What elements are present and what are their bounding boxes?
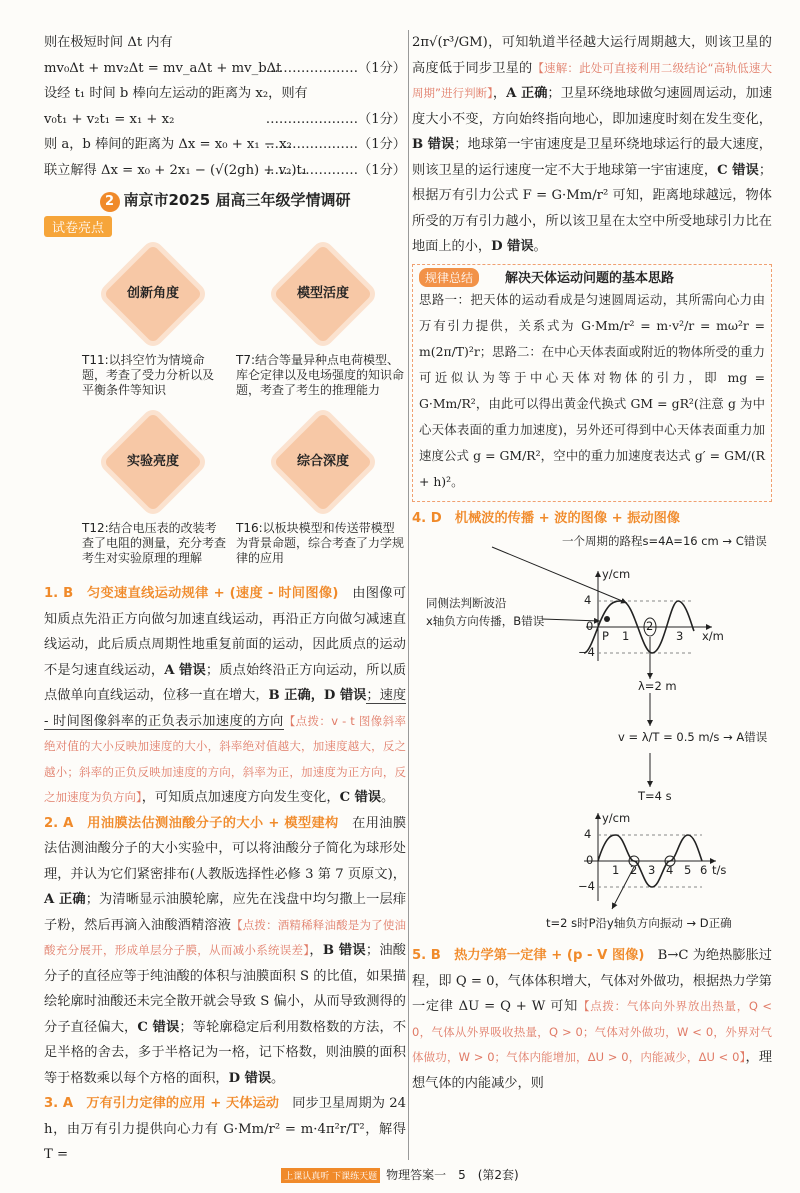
answer-q1: 1. B 匀变速直线运动规律 + (速度 - 时间图像) 由图像可知质点先沿正方向做匀加速直线运动，再沿正方向做匀减速直线运动，此后质点周期性地重复前面的运动，因此质点的运动不是匀速直线运动，A 错误；质点始终沿正方向运动，所以质点做单向直线运动，位移一直在增大，B 正确，D 错误；速度 - 时间图像斜率的正负表示加速度的方向【点拨：v - t 图像斜率绝对值的大小反映加速度的大小，斜率绝对值越大，加速度越大，反之越小；斜率的正负反映加速度的方向，斜率为正，加速度为正方向，反之加速度为负方向】，可知质点加速度方向发生变化，C 错误。 <box>44 586 407 805</box>
text-line: 则在极短时间 Δt 内有 <box>44 35 173 50</box>
column-divider <box>408 30 409 1160</box>
annotation: 一个周期的路程s=4A=16 cm → C错误 <box>562 534 767 548</box>
tick-label: 0 <box>586 853 594 867</box>
tick-label: 2 <box>630 863 638 877</box>
page-footer <box>0 1166 800 1183</box>
summary-box <box>412 264 772 502</box>
highlight-diamond: 实验亮度 <box>104 413 202 511</box>
answer-q2: 2. A 用油膜法估测油酸分子的大小 + 模型建构 在用油膜法估测油酸分子的大小实验中，可以将油酸分子简化为球形处理，并认为它们紧密排布(人教版选择性必修 3 第 7 页原文)，A 正确；为清晰显示油膜轮廓，应先在浅盘中均匀撒上一层痱子粉，然后再滴入油酸酒精溶液【点拨：酒精稀释油酸是为了使油酸充分展开，形成单层分子膜，从而减小系统误差】，B 错误；油酸分子的直径应等于纯油酸的体积与油膜面积 S 的比值，如果描绘轮廓时油酸还未完全散开就会导致 S 偏小，从而导致测得的分子直径偏大，C 错误；等轮廓稳定后利用数格数的方法，不足半格的舍去，多于半格记为一格，记下格数，则油膜的面积等于格数乘以每个方格的面积，D 错误。 <box>44 815 407 1086</box>
highlight-diamond: 模型活度 <box>274 245 372 343</box>
answer-q4-head: 4. D 机械波的传播 + 波的图像 + 振动图像 <box>412 510 680 526</box>
annotation: T=4 s <box>638 789 672 803</box>
axis-label: y/cm <box>602 567 631 581</box>
axis-label: y/cm <box>602 811 631 825</box>
footer-logo: 上课认真听 下课练天题 <box>281 1168 380 1183</box>
tick-label: 3 <box>676 629 684 643</box>
tick-label: 4 <box>584 827 592 841</box>
highlight-desc: T12:结合电压表的改装考查了电阻的测量，充分考查考生对实验原理的理解 <box>82 521 227 565</box>
tick-label: 3 <box>648 863 656 877</box>
axis-label: t/s <box>712 863 727 877</box>
tick-label: 4 <box>584 593 592 607</box>
annotation: v = λ/T = 0.5 m/s → A错误 <box>618 730 768 744</box>
footer-text: 物理答案一 5 (第2套) <box>386 1168 519 1182</box>
equation-line: 联立解得 Δx = x₀ + 2x₁ − (√(2gh) + v₂)t₁ …………………（1分） <box>44 158 406 184</box>
answer-q5: 5. B 热力学第一定律 + (p - V 图像) B→C 为绝热膨胀过程，即 Q = 0，气体体积增大，气体对外做功，根据热力学第一定律 ΔU = Q + W 可知【点拨：气体向外界放出热量，Q < 0，气体从外界吸收热量，Q > 0；气体对外做功，W < 0，外界对气体做功，W > 0；气体内能增加，ΔU > 0，内能减少，ΔU < 0】，理想气体的内能减少，则 <box>412 948 773 1091</box>
score: …………………（1分） <box>265 111 406 127</box>
axis-label: x/m <box>702 629 724 643</box>
answer-q3: 3. A 万有引力定律的应用 + 天体运动 同步卫星周期为 24 h，由万有引力提供向心力有 G·Mm/r² = m·4π²r/T²，解得 T = <box>44 1096 406 1162</box>
highlight-diamond: 综合深度 <box>274 413 372 511</box>
annotation: x轴负方向传播，B错误 <box>426 614 545 628</box>
score: …………………（1分） <box>265 137 406 152</box>
annotation: 同侧法判断波沿 <box>426 596 507 610</box>
wave-figure <box>412 531 772 943</box>
right-column <box>412 30 772 1096</box>
annotation: λ=2 m <box>638 679 677 693</box>
tick-label: 1 <box>622 629 630 643</box>
summary-tag: 规律总结 <box>419 268 479 287</box>
highlights-panel <box>44 241 406 581</box>
annotation: t=2 s时P沿y轴负方向振动 → D正确 <box>546 916 732 930</box>
answer-q3-cont: 2π√(r³/GM)，可知轨道半径越大运行周期越大，则该卫星的高度低于同步卫星的【速解：此处可直接利用二级结论“高轨低速大周期”进行判断】，A 正确；卫星环绕地球做匀速圆周运动，加速度大小不变，方向始终指向地心，即加速度时刻在发生变化，B 错误；地球第一宇宙速度是卫星环绕地球运行的最大速度，则该卫星的运行速度一定不大于地球第一宇宙速度，C 错误；根据万有引力公式 F = G·Mm/r² 可知，距离地球越远，物体所受的万有引力越小，所以该卫星在太空中所受地球引力比在地面上的小，D 错误。 <box>412 35 773 254</box>
highlights-tag: 试卷亮点 <box>44 216 112 237</box>
section-title: 2 南京市2025 届高三年级学情调研 <box>44 189 406 212</box>
tick-label: 6 <box>700 863 708 877</box>
point-p <box>604 616 610 622</box>
score: …………………（1分） <box>265 60 406 76</box>
tick-label: 5 <box>684 863 692 877</box>
tick-label: −4 <box>578 879 595 893</box>
equation-line: mv₀Δt + mv₂Δt = mv_aΔt + mv_bΔt …………………（1分） <box>44 56 406 82</box>
summary-title: 解决天体运动问题的基本思路 <box>505 270 675 286</box>
section-number: 2 <box>100 192 120 212</box>
score: …………………（1分） <box>265 162 406 178</box>
tick-label: 1 <box>612 863 620 877</box>
tick-label: 4 <box>666 863 674 877</box>
summary-text: 思路一：把天体的运动看成是匀速圆周运动，其所需向心力由万有引力提供，关系式为 G·Mm/r² = m·v²/r = mω²r = m(2π/T)²r；思路二：在中心天体表面或附近的物体所受的重力可近似认为等于中心天体对物体的引力，即 mg = G·Mm/R²，由此可以得出黄金代换式 GM = gR²(注意 g 为中心天体表面的重力加速度)，另外还可得到中心天体表面重力加速度公式 g = GM/R²，空中的重力加速度表达式 g′ = GM/(R + h)²。 <box>419 291 765 489</box>
point-label: P <box>602 629 609 643</box>
left-column <box>44 30 406 1168</box>
tick-label: 0 <box>586 619 594 633</box>
tick-label: −4 <box>578 645 595 659</box>
highlight-desc: T7:结合等量异种点电荷模型、库仑定律以及电场强度的知识命题，考查了考生的推理能力 <box>236 353 405 397</box>
equation-line: v₀t₁ + v₂t₁ = x₁ + x₂ …………………（1分） <box>44 107 406 133</box>
text-line: 设经 t₁ 时间 b 棒向左运动的距离为 x₂，则有 <box>44 86 308 101</box>
highlight-desc: T16:以板块模型和传送带模型为背景命题，综合考查了力学规律的应用 <box>236 521 405 565</box>
highlight-diamond: 创新角度 <box>104 245 202 343</box>
highlight-desc: T11:以抖空竹为情境命题，考查了受力分析以及平衡条件等知识 <box>82 353 215 397</box>
equation-line: 则 a，b 棒间的距离为 Δx = x₀ + x₁ − x₂ …………………（1分） <box>44 132 406 158</box>
tick-label: 2 <box>646 619 654 633</box>
